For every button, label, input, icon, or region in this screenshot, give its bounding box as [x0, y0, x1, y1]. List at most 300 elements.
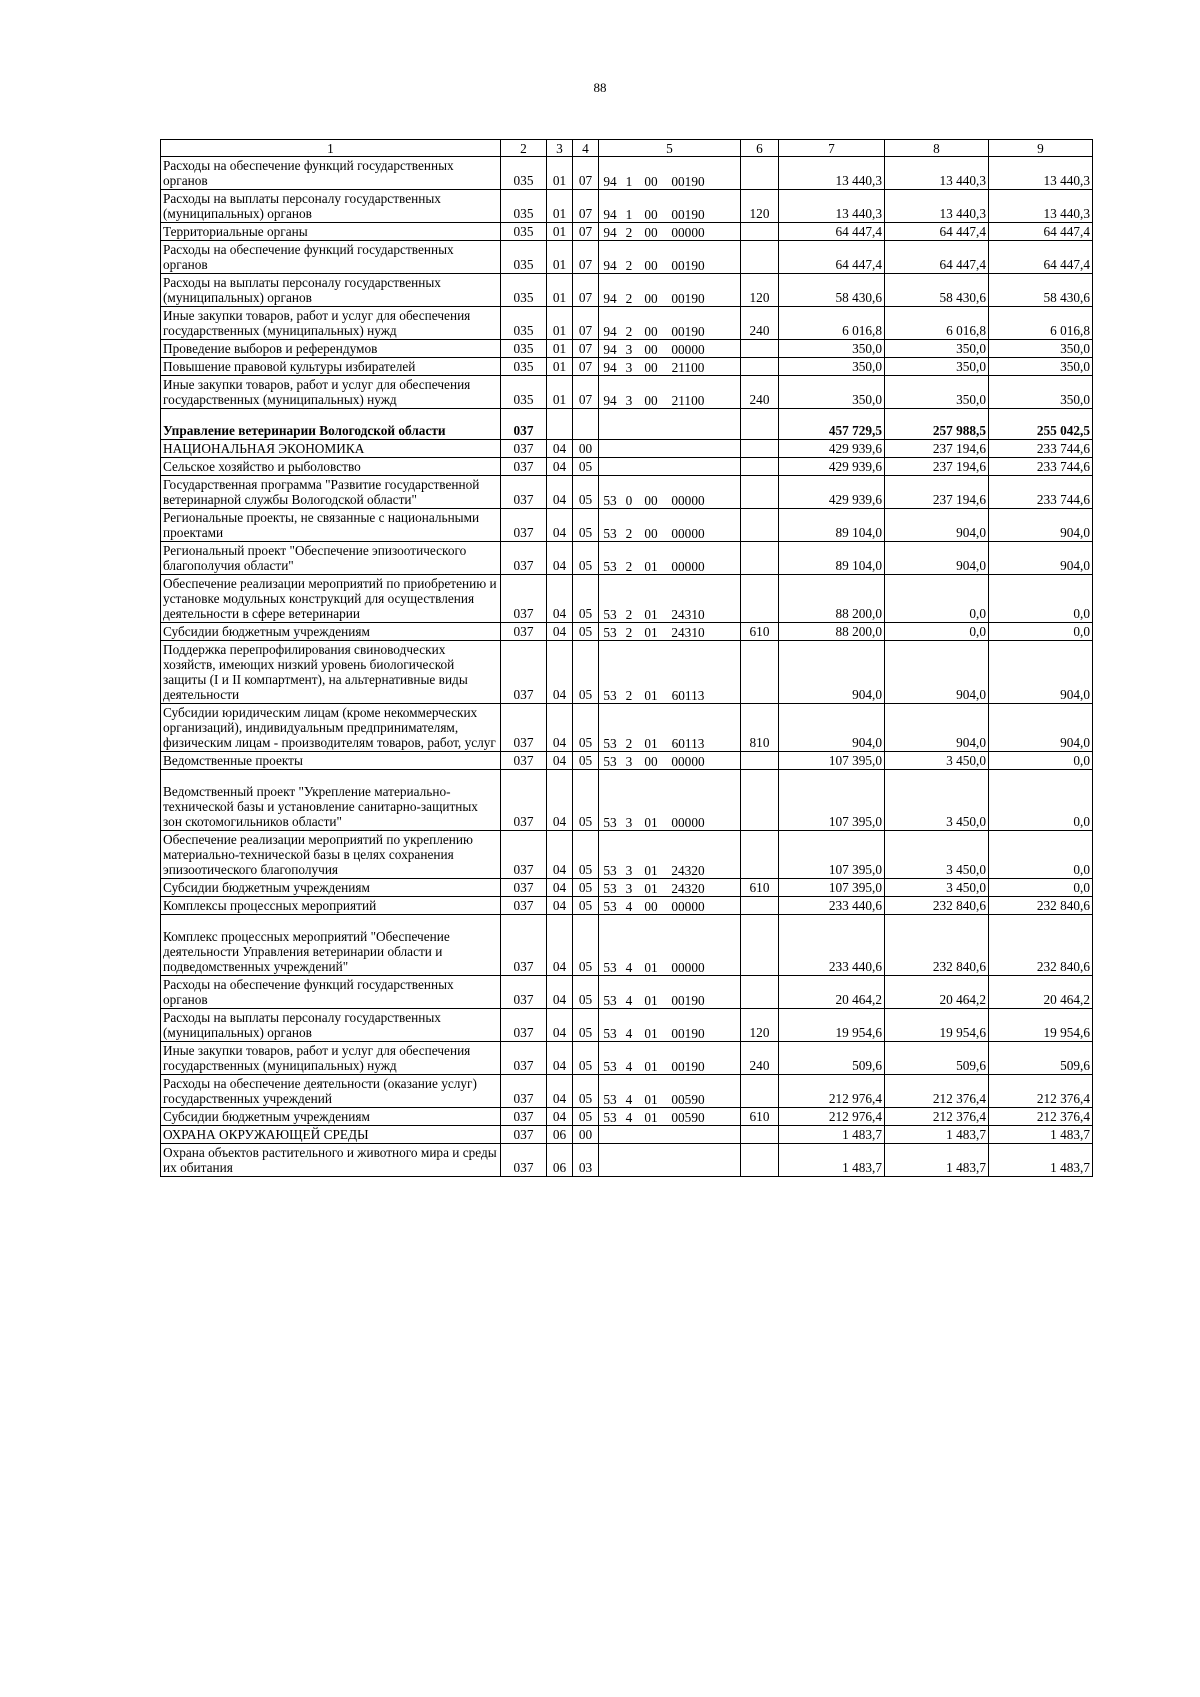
row-name-cell: Поддержка перепрофилирования свиноводческих хозяйств, имеющих низкий уровень биологической защиты (I и II компартмент), на альтернативные виды деятельности	[161, 641, 501, 704]
table-row	[161, 376, 1093, 409]
target-code-subprogram: 2	[625, 324, 633, 339]
target-code-direction: 01	[644, 1092, 658, 1107]
row-name-cell: Комплексы процессных мероприятий	[161, 897, 501, 915]
row-amount-col9: 212 376,4	[989, 1108, 1093, 1126]
target-code-subprogram: 3	[625, 881, 633, 896]
row-section-cell: 04	[547, 915, 573, 976]
header-col-5: 5	[599, 140, 741, 157]
table-row	[161, 274, 1093, 307]
row-admin-code-cell: 037	[501, 976, 547, 1009]
row-amount-col8: 64 447,4	[885, 241, 989, 274]
target-code-direction: 00	[644, 324, 658, 339]
row-target-code-cell	[599, 241, 741, 274]
target-code-direction: 00	[644, 393, 658, 408]
row-subsection-cell: 07	[573, 358, 599, 376]
target-code-program: 94	[603, 207, 617, 222]
target-code-expense: 00000	[671, 960, 705, 975]
row-target-code-cell	[599, 770, 741, 831]
row-section-cell: 04	[547, 976, 573, 1009]
row-subsection-cell: 05	[573, 704, 599, 752]
row-admin-code-cell: 035	[501, 241, 547, 274]
row-admin-code-cell: 035	[501, 157, 547, 190]
row-admin-code-cell: 037	[501, 879, 547, 897]
row-subsection-cell: 05	[573, 1108, 599, 1126]
target-code-subprogram: 4	[625, 1092, 633, 1107]
row-expense-type-cell	[741, 340, 779, 358]
row-amount-col7: 457 729,5	[779, 409, 885, 440]
row-target-code-cell	[599, 915, 741, 976]
row-expense-type-cell	[741, 897, 779, 915]
row-target-code-cell	[599, 897, 741, 915]
row-expense-type-cell	[741, 752, 779, 770]
target-code-expense: 00000	[671, 342, 705, 357]
row-expense-type-cell: 240	[741, 307, 779, 340]
row-expense-type-cell	[741, 831, 779, 879]
row-admin-code-cell: 037	[501, 458, 547, 476]
row-admin-code-cell: 037	[501, 1144, 547, 1177]
row-target-code-cell	[599, 704, 741, 752]
row-amount-col8: 0,0	[885, 575, 989, 623]
row-subsection-cell: 05	[573, 1042, 599, 1075]
row-admin-code-cell: 035	[501, 190, 547, 223]
target-code-subprogram: 2	[625, 225, 633, 240]
target-code-subprogram: 3	[625, 863, 633, 878]
row-section-cell: 06	[547, 1126, 573, 1144]
row-amount-col9: 0,0	[989, 831, 1093, 879]
row-amount-col8: 20 464,2	[885, 976, 989, 1009]
target-code-subprogram: 2	[625, 607, 633, 622]
row-section-cell: 01	[547, 157, 573, 190]
row-expense-type-cell	[741, 241, 779, 274]
row-target-code-cell	[599, 376, 741, 409]
header-col-6: 6	[741, 140, 779, 157]
target-code-direction: 01	[644, 993, 658, 1008]
row-amount-col8: 237 194,6	[885, 458, 989, 476]
target-code-direction: 00	[644, 258, 658, 273]
row-amount-col9: 64 447,4	[989, 241, 1093, 274]
row-admin-code-cell: 037	[501, 897, 547, 915]
row-admin-code-cell: 037	[501, 915, 547, 976]
target-code-expense: 00590	[671, 1110, 705, 1125]
table-row	[161, 458, 1093, 476]
row-section-cell: 04	[547, 1009, 573, 1042]
row-target-code-cell	[599, 1042, 741, 1075]
row-amount-col7: 429 939,6	[779, 440, 885, 458]
budget-table	[160, 139, 1093, 1177]
row-target-code-cell	[599, 752, 741, 770]
row-subsection-cell: 05	[573, 879, 599, 897]
row-subsection-cell: 05	[573, 641, 599, 704]
row-amount-col7: 13 440,3	[779, 190, 885, 223]
table-row	[161, 831, 1093, 879]
table-row	[161, 307, 1093, 340]
target-code-subprogram: 4	[625, 899, 633, 914]
row-subsection-cell: 05	[573, 623, 599, 641]
target-code-expense: 00000	[671, 225, 705, 240]
row-amount-col7: 64 447,4	[779, 241, 885, 274]
page-number: 88	[593, 80, 607, 95]
row-admin-code-cell: 037	[501, 1042, 547, 1075]
row-name-cell: Сельское хозяйство и рыболовство	[161, 458, 501, 476]
row-subsection-cell: 05	[573, 831, 599, 879]
target-code-direction: 01	[644, 559, 658, 574]
target-code-program: 53	[603, 960, 617, 975]
target-code-expense: 00190	[671, 174, 705, 189]
row-amount-col9: 904,0	[989, 509, 1093, 542]
row-expense-type-cell	[741, 770, 779, 831]
row-target-code-cell	[599, 340, 741, 358]
row-target-code-cell	[599, 190, 741, 223]
row-amount-col8: 0,0	[885, 623, 989, 641]
row-target-code-cell	[599, 879, 741, 897]
row-name-cell: Расходы на выплаты персоналу государственных (муниципальных) органов	[161, 274, 501, 307]
row-admin-code-cell: 037	[501, 1075, 547, 1108]
target-code-expense: 00190	[671, 291, 705, 306]
row-section-cell: 04	[547, 509, 573, 542]
row-subsection-cell: 05	[573, 509, 599, 542]
row-section-cell: 04	[547, 752, 573, 770]
table-row	[161, 157, 1093, 190]
row-admin-code-cell: 037	[501, 623, 547, 641]
target-code-program: 53	[603, 815, 617, 830]
row-amount-col8: 13 440,3	[885, 157, 989, 190]
target-code-expense: 00190	[671, 324, 705, 339]
row-section-cell: 04	[547, 1042, 573, 1075]
table-row	[161, 915, 1093, 976]
target-code-subprogram: 3	[625, 342, 633, 357]
header-col-8: 8	[885, 140, 989, 157]
row-target-code-cell	[599, 976, 741, 1009]
table-row	[161, 409, 1093, 440]
row-amount-col8: 212 376,4	[885, 1075, 989, 1108]
row-expense-type-cell: 610	[741, 623, 779, 641]
target-code-subprogram: 2	[625, 559, 633, 574]
target-code-expense: 24320	[671, 881, 705, 896]
target-code-expense: 00190	[671, 258, 705, 273]
row-section-cell: 04	[547, 831, 573, 879]
row-expense-type-cell	[741, 542, 779, 575]
row-admin-code-cell: 035	[501, 340, 547, 358]
table-row	[161, 340, 1093, 358]
row-name-cell: Расходы на обеспечение деятельности (оказание услуг) государственных учреждений	[161, 1075, 501, 1108]
row-expense-type-cell	[741, 1144, 779, 1177]
row-amount-col9: 350,0	[989, 358, 1093, 376]
row-subsection-cell: 05	[573, 976, 599, 1009]
target-code-program: 53	[603, 881, 617, 896]
target-code-program: 53	[603, 1026, 617, 1041]
table-row	[161, 1126, 1093, 1144]
row-expense-type-cell	[741, 641, 779, 704]
row-amount-col7: 107 395,0	[779, 831, 885, 879]
target-code-subprogram: 4	[625, 1026, 633, 1041]
row-target-code-cell	[599, 307, 741, 340]
row-expense-type-cell: 610	[741, 1108, 779, 1126]
target-code-expense: 24310	[671, 607, 705, 622]
target-code-direction: 00	[644, 207, 658, 222]
row-amount-col9: 904,0	[989, 704, 1093, 752]
row-amount-col7: 6 016,8	[779, 307, 885, 340]
row-target-code-cell	[599, 542, 741, 575]
table-row	[161, 358, 1093, 376]
row-amount-col7: 89 104,0	[779, 509, 885, 542]
target-code-program: 94	[603, 324, 617, 339]
row-amount-col8: 904,0	[885, 509, 989, 542]
target-code-subprogram: 2	[625, 736, 633, 751]
row-amount-col7: 904,0	[779, 641, 885, 704]
row-amount-col7: 212 976,4	[779, 1108, 885, 1126]
target-code-direction: 01	[644, 625, 658, 640]
row-expense-type-cell	[741, 1126, 779, 1144]
row-target-code-cell	[599, 1126, 741, 1144]
row-expense-type-cell	[741, 476, 779, 509]
row-amount-col7: 20 464,2	[779, 976, 885, 1009]
row-amount-col7: 88 200,0	[779, 575, 885, 623]
row-name-cell: Региональный проект "Обеспечение эпизоотического благополучия области"	[161, 542, 501, 575]
row-amount-col8: 19 954,6	[885, 1009, 989, 1042]
row-section-cell: 04	[547, 897, 573, 915]
row-section-cell: 06	[547, 1144, 573, 1177]
row-amount-col9: 20 464,2	[989, 976, 1093, 1009]
row-amount-col8: 13 440,3	[885, 190, 989, 223]
target-code-subprogram: 3	[625, 360, 633, 375]
row-amount-col9: 233 744,6	[989, 476, 1093, 509]
row-target-code-cell	[599, 831, 741, 879]
row-amount-col9: 0,0	[989, 770, 1093, 831]
row-name-cell: Субсидии бюджетным учреждениям	[161, 623, 501, 641]
row-amount-col8: 64 447,4	[885, 223, 989, 241]
row-section-cell: 01	[547, 274, 573, 307]
target-code-expense: 60113	[671, 736, 705, 751]
target-code-expense: 00000	[671, 754, 705, 769]
target-code-program: 53	[603, 899, 617, 914]
row-section-cell: 04	[547, 623, 573, 641]
row-amount-col9: 233 744,6	[989, 458, 1093, 476]
row-admin-code-cell: 037	[501, 1108, 547, 1126]
row-subsection-cell: 05	[573, 1075, 599, 1108]
target-code-subprogram: 2	[625, 526, 633, 541]
row-name-cell: Региональные проекты, не связанные с национальными проектами	[161, 509, 501, 542]
row-section-cell: 01	[547, 190, 573, 223]
target-code-expense: 00000	[671, 559, 705, 574]
target-code-program: 94	[603, 393, 617, 408]
row-amount-col7: 233 440,6	[779, 897, 885, 915]
row-name-cell: Ведомственный проект "Укрепление материально-технической базы и установление санитарно-защитных зон скотомогильников области"	[161, 770, 501, 831]
target-code-program: 53	[603, 625, 617, 640]
row-name-cell: Комплекс процессных мероприятий "Обеспечение деятельности Управления ветеринарии области и подведомственных учреждений"	[161, 915, 501, 976]
row-amount-col8: 1 483,7	[885, 1126, 989, 1144]
row-amount-col8: 3 450,0	[885, 752, 989, 770]
row-admin-code-cell: 037	[501, 704, 547, 752]
row-subsection-cell: 00	[573, 1126, 599, 1144]
row-subsection-cell: 07	[573, 223, 599, 241]
row-section-cell: 04	[547, 1075, 573, 1108]
target-code-subprogram: 2	[625, 258, 633, 273]
row-section-cell: 04	[547, 458, 573, 476]
table-row	[161, 879, 1093, 897]
target-code-expense: 00000	[671, 526, 705, 541]
row-expense-type-cell: 120	[741, 1009, 779, 1042]
target-code-program: 53	[603, 1092, 617, 1107]
row-expense-type-cell: 610	[741, 879, 779, 897]
row-amount-col9: 13 440,3	[989, 190, 1093, 223]
row-section-cell: 04	[547, 476, 573, 509]
row-subsection-cell: 07	[573, 376, 599, 409]
row-subsection-cell: 00	[573, 440, 599, 458]
row-section-cell: 01	[547, 241, 573, 274]
row-amount-col7: 212 976,4	[779, 1075, 885, 1108]
target-code-program: 53	[603, 688, 617, 703]
row-expense-type-cell	[741, 976, 779, 1009]
row-amount-col8: 237 194,6	[885, 476, 989, 509]
target-code-expense: 00190	[671, 1059, 705, 1074]
row-expense-type-cell	[741, 409, 779, 440]
row-amount-col7: 107 395,0	[779, 879, 885, 897]
row-subsection-cell: 05	[573, 1009, 599, 1042]
row-admin-code-cell: 035	[501, 223, 547, 241]
row-name-cell: Обеспечение реализации мероприятий по приобретению и установке модульных конструкций для осуществления деятельности в сфере ветеринарии	[161, 575, 501, 623]
row-amount-col7: 88 200,0	[779, 623, 885, 641]
row-section-cell: 01	[547, 376, 573, 409]
row-name-cell: Повышение правовой культуры избирателей	[161, 358, 501, 376]
row-subsection-cell: 07	[573, 241, 599, 274]
row-amount-col8: 1 483,7	[885, 1144, 989, 1177]
target-code-direction: 00	[644, 225, 658, 240]
table-row	[161, 241, 1093, 274]
row-amount-col9: 0,0	[989, 752, 1093, 770]
row-admin-code-cell: 035	[501, 307, 547, 340]
target-code-direction: 01	[644, 607, 658, 622]
header-col-4: 4	[573, 140, 599, 157]
target-code-program: 53	[603, 754, 617, 769]
row-name-cell: Иные закупки товаров, работ и услуг для обеспечения государственных (муниципальных) нужд	[161, 376, 501, 409]
table-row	[161, 641, 1093, 704]
row-admin-code-cell: 035	[501, 274, 547, 307]
row-name-cell: Проведение выборов и референдумов	[161, 340, 501, 358]
target-code-subprogram: 4	[625, 1059, 633, 1074]
row-admin-code-cell: 037	[501, 1126, 547, 1144]
header-col-7: 7	[779, 140, 885, 157]
target-code-direction: 00	[644, 754, 658, 769]
row-target-code-cell	[599, 223, 741, 241]
row-name-cell: Расходы на обеспечение функций государственных органов	[161, 976, 501, 1009]
row-subsection-cell: 07	[573, 274, 599, 307]
row-amount-col9: 212 376,4	[989, 1075, 1093, 1108]
row-target-code-cell	[599, 458, 741, 476]
row-amount-col7: 350,0	[779, 340, 885, 358]
target-code-subprogram: 4	[625, 1110, 633, 1125]
row-amount-col8: 3 450,0	[885, 879, 989, 897]
target-code-subprogram: 1	[625, 207, 633, 222]
row-amount-col9: 233 744,6	[989, 440, 1093, 458]
target-code-expense: 00190	[671, 1026, 705, 1041]
row-expense-type-cell	[741, 440, 779, 458]
row-name-cell: НАЦИОНАЛЬНАЯ ЭКОНОМИКА	[161, 440, 501, 458]
header-col-9: 9	[989, 140, 1093, 157]
row-name-cell: Расходы на выплаты персоналу государственных (муниципальных) органов	[161, 190, 501, 223]
row-target-code-cell	[599, 157, 741, 190]
row-amount-col9: 904,0	[989, 542, 1093, 575]
target-code-expense: 24320	[671, 863, 705, 878]
row-amount-col9: 350,0	[989, 376, 1093, 409]
row-amount-col9: 232 840,6	[989, 897, 1093, 915]
row-amount-col9: 6 016,8	[989, 307, 1093, 340]
row-amount-col8: 350,0	[885, 358, 989, 376]
row-target-code-cell	[599, 409, 741, 440]
target-code-direction: 01	[644, 881, 658, 896]
table-row	[161, 223, 1093, 241]
target-code-program: 53	[603, 993, 617, 1008]
row-name-cell: Субсидии бюджетным учреждениям	[161, 1108, 501, 1126]
row-amount-col8: 509,6	[885, 1042, 989, 1075]
target-code-program: 53	[603, 1110, 617, 1125]
target-code-direction: 00	[644, 342, 658, 357]
row-subsection-cell: 05	[573, 897, 599, 915]
table-row	[161, 476, 1093, 509]
row-target-code-cell	[599, 641, 741, 704]
row-subsection-cell: 05	[573, 752, 599, 770]
row-amount-col8: 6 016,8	[885, 307, 989, 340]
row-section-cell: 04	[547, 440, 573, 458]
target-code-expense: 00000	[671, 899, 705, 914]
target-code-program: 94	[603, 342, 617, 357]
row-admin-code-cell: 037	[501, 1009, 547, 1042]
row-section-cell: 04	[547, 704, 573, 752]
row-amount-col8: 3 450,0	[885, 770, 989, 831]
row-admin-code-cell: 037	[501, 752, 547, 770]
row-amount-col9: 19 954,6	[989, 1009, 1093, 1042]
target-code-subprogram: 0	[625, 493, 633, 508]
row-amount-col7: 429 939,6	[779, 476, 885, 509]
table-row	[161, 976, 1093, 1009]
target-code-direction: 00	[644, 291, 658, 306]
row-admin-code-cell: 037	[501, 831, 547, 879]
target-code-direction: 00	[644, 174, 658, 189]
row-admin-code-cell: 037	[501, 509, 547, 542]
target-code-expense: 00000	[671, 815, 705, 830]
target-code-program: 53	[603, 736, 617, 751]
target-code-subprogram: 3	[625, 754, 633, 769]
row-expense-type-cell	[741, 915, 779, 976]
target-code-direction: 01	[644, 815, 658, 830]
row-admin-code-cell: 037	[501, 440, 547, 458]
target-code-direction: 01	[644, 1026, 658, 1041]
row-target-code-cell	[599, 1144, 741, 1177]
row-amount-col8: 237 194,6	[885, 440, 989, 458]
target-code-expense: 21100	[671, 360, 705, 375]
row-amount-col7: 429 939,6	[779, 458, 885, 476]
row-name-cell: Иные закупки товаров, работ и услуг для обеспечения государственных (муниципальных) нужд	[161, 307, 501, 340]
row-section-cell: 04	[547, 542, 573, 575]
table-row	[161, 190, 1093, 223]
row-subsection-cell: 07	[573, 190, 599, 223]
target-code-program: 94	[603, 174, 617, 189]
row-amount-col9: 350,0	[989, 340, 1093, 358]
row-expense-type-cell: 240	[741, 376, 779, 409]
target-code-expense: 00190	[671, 207, 705, 222]
row-amount-col9: 255 042,5	[989, 409, 1093, 440]
table-row	[161, 440, 1093, 458]
row-admin-code-cell: 037	[501, 476, 547, 509]
row-name-cell: Расходы на выплаты персоналу государственных (муниципальных) органов	[161, 1009, 501, 1042]
row-name-cell: Субсидии юридическим лицам (кроме некоммерческих организаций), индивидуальным предпринимателям, физическим лицам - производителям товаров, работ, услуг	[161, 704, 501, 752]
target-code-direction: 00	[644, 899, 658, 914]
target-code-expense: 60113	[671, 688, 705, 703]
row-amount-col9: 904,0	[989, 641, 1093, 704]
target-code-subprogram: 1	[625, 174, 633, 189]
table-row	[161, 1108, 1093, 1126]
target-code-expense: 24310	[671, 625, 705, 640]
row-subsection-cell: 05	[573, 458, 599, 476]
